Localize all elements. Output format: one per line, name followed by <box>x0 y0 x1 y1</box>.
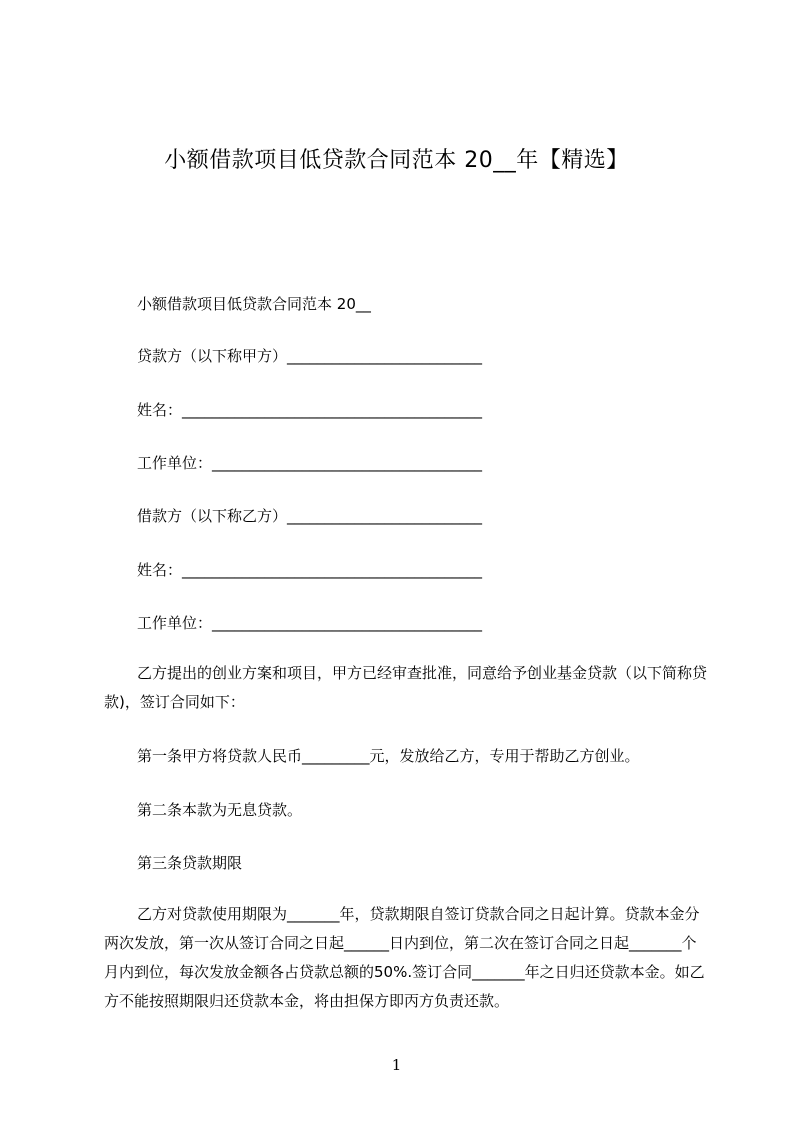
page-title: 小额借款项目低贷款合同范本 20__年【精选】 <box>164 148 629 173</box>
article-3-title: 第三条贷款期限 <box>137 854 243 872</box>
article-3-body: 乙方对贷款使用期限为_______年，贷款期限自签订贷款合同之日起计算。贷款本金分两次发放，第一次从签订合同之日起______日内到位，第二次在签订合同之日起_______个月内到位，每次发放金额各占贷款总额的50%.签订合同_______年之日归还贷款本金。如乙方不能按照期限归还贷款本金，将由担保方即丙方负责还款。 <box>104 905 705 1010</box>
lender-name-line: 姓名：________________________________________ <box>137 401 483 419</box>
borrower-work-line: 工作单位：____________________________________ <box>137 614 483 632</box>
intro-paragraph: 乙方提出的创业方案和项目，甲方已经审查批准，同意给予创业基金贷款（以下简称贷款)，签订合同如下： <box>104 664 708 711</box>
page-number: 1 <box>391 1056 402 1074</box>
borrower-line: 借款方（以下称乙方）__________________________ <box>137 507 483 525</box>
article-2: 第二条本款为无息贷款。 <box>137 801 303 819</box>
article-1: 第一条甲方将贷款人民币_________元，发放给乙方，专用于帮助乙方创业。 <box>137 747 640 765</box>
lender-work-line: 工作单位：____________________________________ <box>137 454 483 472</box>
lender-line: 贷款方（以下称甲方）__________________________ <box>137 347 483 365</box>
document-subtitle: 小额借款项目低贷款合同范本 20__ <box>137 295 371 313</box>
borrower-name-line: 姓名：________________________________________ <box>137 561 483 579</box>
